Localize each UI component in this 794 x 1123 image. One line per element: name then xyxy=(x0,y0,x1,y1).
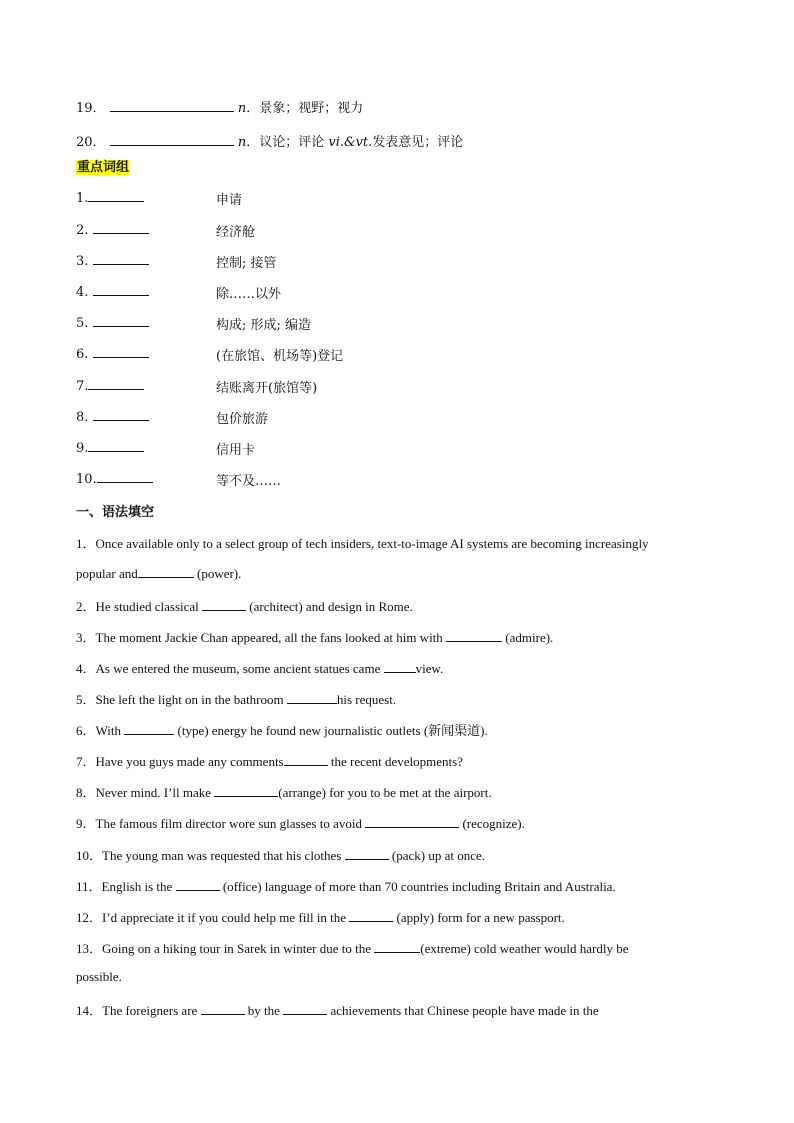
answer-blank[interactable] xyxy=(446,629,502,642)
phrase-number: 8. xyxy=(76,410,89,425)
vocab-item-20 xyxy=(76,131,463,150)
sentence-number: 8． xyxy=(76,785,96,800)
sentence-1-cont xyxy=(76,565,241,582)
answer-blank[interactable] xyxy=(345,847,389,860)
vocab-number: 20． xyxy=(76,135,106,150)
phrase-meaning: 结账离开(旅馆等) xyxy=(216,381,318,396)
part-of-speech-2: vi.&vt. xyxy=(328,135,373,150)
part-of-speech: n xyxy=(237,101,247,116)
answer-blank[interactable] xyxy=(93,252,149,265)
sentence-text: the recent developments? xyxy=(327,754,463,769)
sentence-9 xyxy=(76,813,525,832)
sentence-text: As we entered the museum, some ancient statues came xyxy=(95,661,384,676)
sentence-number: 1． xyxy=(76,536,96,551)
sentence-text: possible. xyxy=(76,969,122,984)
vocab-meaning: ．议论；评论 xyxy=(246,135,325,150)
vocab-meaning-2: 发表意见；评论 xyxy=(372,135,464,150)
phrase-item xyxy=(76,345,149,362)
phrase-meaning: 等不及…… xyxy=(216,474,282,489)
phrase-meaning: 包价旅游 xyxy=(216,412,269,427)
phrase-item xyxy=(76,439,144,456)
answer-blank[interactable] xyxy=(93,408,149,421)
answer-blank[interactable] xyxy=(202,598,246,611)
phrase-meaning: 控制; 接管 xyxy=(216,256,277,271)
sentence-3 xyxy=(76,627,553,646)
phrase-meaning: 构成; 形成; 编造 xyxy=(216,318,312,333)
phrase-number: 10. xyxy=(76,472,97,487)
answer-blank[interactable] xyxy=(287,691,337,704)
phrase-meaning: 申请 xyxy=(216,193,243,208)
answer-blank[interactable] xyxy=(110,133,234,146)
answer-blank[interactable] xyxy=(365,815,459,828)
sentence-text: English is the xyxy=(101,879,176,894)
sentence-13 xyxy=(76,938,629,957)
phrase-item xyxy=(76,377,144,394)
phrase-number: 5. xyxy=(76,316,89,331)
sentence-number: 11． xyxy=(76,879,102,894)
sentence-text: (office) language of more than 70 countries including Britain and Australia. xyxy=(219,879,616,894)
answer-blank[interactable] xyxy=(284,753,328,766)
answer-blank[interactable] xyxy=(124,722,174,735)
sentence-text: (apply) form for a new passport. xyxy=(393,910,565,925)
phrase-number: 7. xyxy=(76,379,89,394)
sentence-number: 5． xyxy=(76,692,96,707)
sentence-number: 3． xyxy=(76,630,96,645)
phrase-item xyxy=(76,314,149,331)
sentence-text: by the xyxy=(244,1003,284,1018)
phrase-item xyxy=(76,221,149,238)
phrase-number: 3. xyxy=(76,254,89,269)
phrase-item xyxy=(76,470,153,487)
phrases-heading xyxy=(76,156,130,175)
sentence-text: He studied classical xyxy=(95,599,203,614)
sentence-number: 7． xyxy=(76,754,96,769)
answer-blank[interactable] xyxy=(349,909,393,922)
sentence-number: 10． xyxy=(76,848,103,863)
vocab-meaning: ．景象；视野；视力 xyxy=(246,101,364,116)
sentence-number: 4． xyxy=(76,661,96,676)
answer-blank[interactable] xyxy=(93,345,149,358)
sentence-text: achievements that Chinese people have made in the xyxy=(327,1003,599,1018)
phrase-number: 1. xyxy=(76,191,89,206)
part-of-speech: n xyxy=(237,135,247,150)
sentence-text: The famous film director wore sun glasses to avoid xyxy=(95,816,366,831)
sentence-text: The foreigners are xyxy=(102,1003,201,1018)
answer-blank[interactable] xyxy=(88,189,144,202)
sentence-10 xyxy=(76,845,485,864)
sentence-7 xyxy=(76,751,463,770)
sentence-4 xyxy=(76,658,443,677)
answer-blank[interactable] xyxy=(214,784,278,797)
phrase-number: 2. xyxy=(76,223,89,238)
sentence-text: Never mind. I’ll make xyxy=(95,785,215,800)
answer-blank[interactable] xyxy=(176,878,220,891)
sentence-5 xyxy=(76,689,396,708)
sentence-text: (extreme) cold weather would hardly be xyxy=(420,941,629,956)
sentence-text: The young man was requested that his clothes xyxy=(102,848,345,863)
sentence-number: 12． xyxy=(76,910,103,925)
sentence-text: She left the light on in the bathroom xyxy=(95,692,287,707)
answer-blank[interactable] xyxy=(93,314,149,327)
sentence-text: Have you guys made any comments xyxy=(95,754,284,769)
sentence-text: (pack) up at once. xyxy=(388,848,485,863)
answer-blank[interactable] xyxy=(93,221,149,234)
sentence-text: popular and xyxy=(76,566,138,581)
answer-blank[interactable] xyxy=(374,940,420,953)
sentence-number: 9． xyxy=(76,816,96,831)
phrases-heading-text: 重点词组 xyxy=(77,160,130,175)
answer-blank[interactable] xyxy=(283,1002,327,1015)
phrase-item xyxy=(76,283,149,300)
sentence-text: (type) energy he found new journalistic outlets (新闻渠道). xyxy=(174,723,488,738)
sentence-text: view. xyxy=(415,661,444,676)
phrase-item xyxy=(76,189,144,206)
sentence-text: (admire). xyxy=(502,630,554,645)
sentence-2 xyxy=(76,596,413,615)
phrase-number: 6. xyxy=(76,347,89,362)
phrase-meaning: 除……以外 xyxy=(216,287,282,302)
sentence-text: The moment Jackie Chan appeared, all the fans looked at him with xyxy=(95,630,447,645)
sentence-text: (arrange) for you to be met at the airport. xyxy=(278,785,492,800)
answer-blank[interactable] xyxy=(384,660,416,673)
phrase-meaning: 信用卡 xyxy=(216,443,256,458)
sentence-8 xyxy=(76,782,492,801)
grammar-heading xyxy=(76,501,154,520)
sentence-text: his request. xyxy=(336,692,397,707)
sentence-text: (recognize). xyxy=(459,816,525,831)
sentence-text: (power). xyxy=(193,566,242,581)
sentence-14 xyxy=(76,1000,599,1019)
answer-blank[interactable] xyxy=(138,565,194,578)
phrase-item xyxy=(76,408,149,425)
sentence-text: With xyxy=(95,723,125,738)
sentence-number: 14． xyxy=(76,1003,103,1018)
sentence-text: Going on a hiking tour in Sarek in winter due to the xyxy=(102,941,375,956)
sentence-text: Once available only to a select group of tech insiders, text-to-image AI systems are becoming increasingly xyxy=(95,536,649,551)
answer-blank[interactable] xyxy=(88,377,144,390)
phrase-meaning: (在旅馆、机场等)登记 xyxy=(216,349,344,364)
sentence-1 xyxy=(76,533,649,552)
answer-blank[interactable] xyxy=(110,99,234,112)
answer-blank[interactable] xyxy=(93,283,149,296)
answer-blank[interactable] xyxy=(97,470,153,483)
sentence-number: 2． xyxy=(76,599,96,614)
sentence-11 xyxy=(76,876,616,895)
answer-blank[interactable] xyxy=(201,1002,245,1015)
phrase-number: 4. xyxy=(76,285,89,300)
sentence-number: 6． xyxy=(76,723,96,738)
phrase-meaning: 经济舱 xyxy=(216,225,256,240)
sentence-text: (architect) and design in Rome. xyxy=(246,599,413,614)
sentence-6 xyxy=(76,720,488,739)
vocab-number: 19． xyxy=(76,101,106,116)
phrase-number: 9. xyxy=(76,441,89,456)
sentence-13-cont xyxy=(76,969,122,985)
phrase-item xyxy=(76,252,149,269)
grammar-heading-text: 一、语法填空 xyxy=(76,505,155,520)
answer-blank[interactable] xyxy=(88,439,144,452)
sentence-12 xyxy=(76,907,565,926)
sentence-number: 13． xyxy=(76,941,103,956)
vocab-item-19 xyxy=(76,97,363,116)
sentence-text: I’d appreciate it if you could help me fill in the xyxy=(102,910,350,925)
